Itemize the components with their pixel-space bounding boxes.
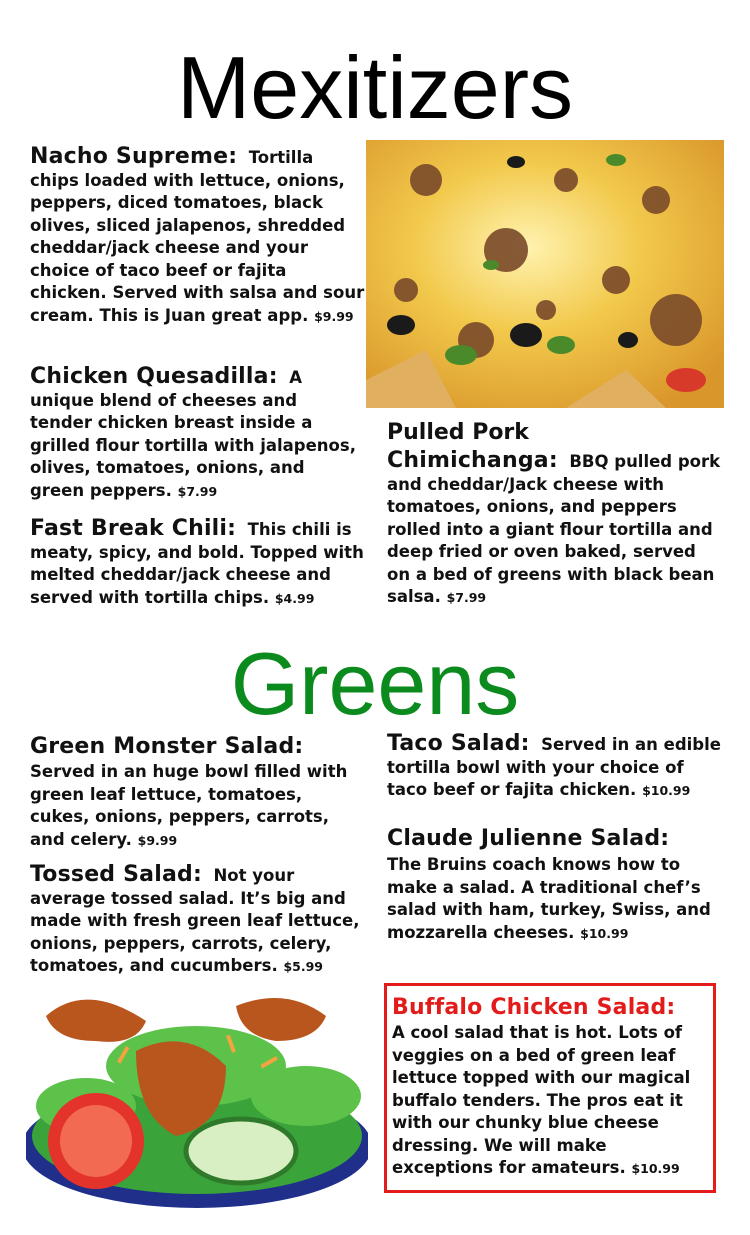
- item-name-line-2: Chimichanga:: [387, 448, 558, 473]
- item-description: A unique blend of cheeses and tender chicken breast inside a grilled flour tortilla with jalapenos, olives, tomatoes, onions, and green peppers.: [30, 368, 356, 500]
- item-description: Served in an edible tortilla bowl with your choice of taco beef or fajita chicken.: [387, 735, 721, 799]
- menu-item-claude-julienne-salad: [387, 824, 722, 945]
- item-description: A cool salad that is hot. Lots of veggies on a bed of green leaf lettuce topped with our magical buffalo tenders. The pros eat it with our chunky blue cheese dressing. We will make exceptions for amateurs.: [392, 1023, 691, 1177]
- item-price: $9.99: [314, 308, 354, 324]
- item-name: Claude Julienne Salad:: [387, 826, 670, 851]
- item-description: BBQ pulled pork and cheddar/Jack cheese with tomatoes, onions, and peppers rolled into a giant flour tortilla and deep fried or oven baked, served on a bed of greens with black bean salsa.: [387, 452, 721, 606]
- item-description: Served in an huge bowl filled with green leaf lettuce, tomatoes, cukes, onions, peppers, carrots, and celery.: [30, 762, 348, 849]
- section-title-mexitizers: Mexitizers: [176, 38, 574, 137]
- section-title-greens: Greens: [230, 634, 520, 733]
- item-name: Nacho Supreme:: [30, 144, 238, 169]
- menu-item-nacho-supreme: [30, 146, 365, 328]
- item-price: $10.99: [642, 783, 691, 798]
- item-name: Buffalo Chicken Salad:: [392, 995, 676, 1020]
- menu-item-chicken-quesadilla: [30, 366, 360, 503]
- item-description: This chili is meaty, spicy, and bold. Topped with melted cheddar/jack cheese and served with tortilla chips.: [30, 520, 364, 607]
- item-price: $4.99: [274, 590, 315, 606]
- item-name: Fast Break Chili:: [30, 516, 237, 541]
- item-name: Tossed Salad:: [30, 862, 202, 887]
- item-description: Tortilla chips loaded with lettuce, onions, peppers, diced tomatoes, black olives, sliced jalapenos, shredded cheddar/jack cheese and your choice of taco beef or fajita chicken. Served with salsa and sour cream. This is Juan great app.: [30, 148, 365, 325]
- item-name-line-1: Pulled Pork: [387, 420, 529, 445]
- item-price: $10.99: [631, 1161, 680, 1176]
- menu-item-taco-salad: [387, 733, 722, 803]
- item-name: Taco Salad:: [387, 731, 530, 756]
- item-name: Chicken Quesadilla:: [30, 364, 278, 389]
- item-price: $9.99: [137, 832, 178, 848]
- buffalo-salad-photo: [26, 986, 368, 1208]
- item-price: $10.99: [580, 925, 629, 941]
- item-price: $7.99: [446, 590, 487, 605]
- item-price: $7.99: [177, 483, 218, 499]
- menu-item-fast-break-chili: [30, 518, 365, 610]
- item-description: The Bruins coach knows how to make a salad. A traditional chef’s salad with ham, turkey, Swiss, and mozzarella cheeses.: [387, 855, 711, 942]
- item-name: Green Monster Salad:: [30, 734, 304, 759]
- menu-item-green-monster-salad: [30, 733, 360, 852]
- item-price: $5.99: [283, 959, 324, 974]
- item-description: Not your average tossed salad. It’s big and made with fresh green leaf lettuce, onions, peppers, carrots, celery, tomatoes, and cucumbers.: [30, 866, 360, 975]
- menu-item-tossed-salad: [30, 864, 365, 979]
- nacho-supreme-photo: [366, 140, 724, 408]
- menu-item-pulled-pork-chimichanga: [387, 416, 722, 610]
- menu-item-buffalo-chicken-salad: [392, 994, 710, 1181]
